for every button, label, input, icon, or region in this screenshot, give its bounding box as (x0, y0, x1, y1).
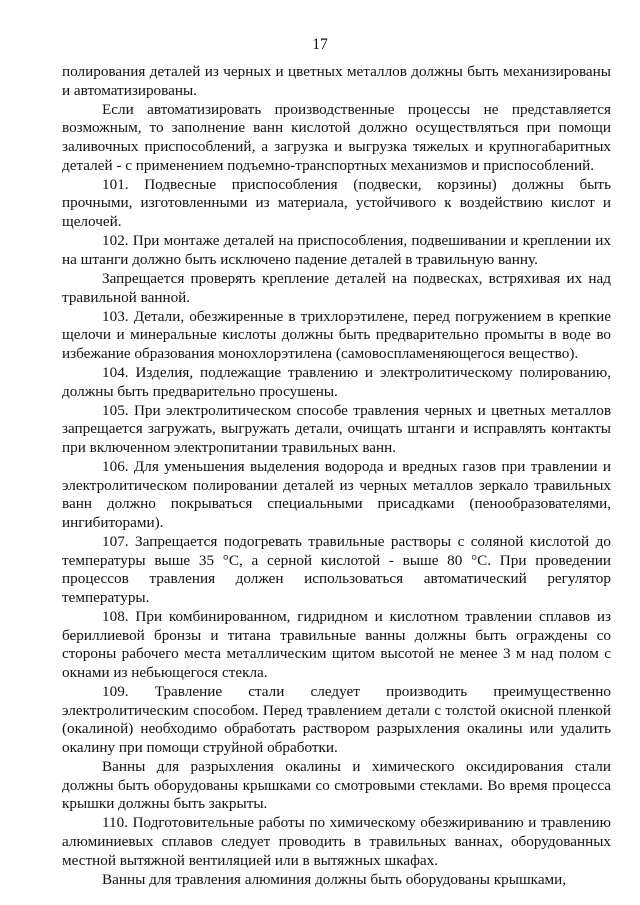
paragraph-106: 106. Для уменьшения выделения водорода и вредных газов при травлении и электролитическом полировании деталей из черных металлов зеркало травильных ванн должно покрываться специальными присадками (пенообразователями, ингибиторами). (62, 458, 611, 531)
paragraph-108: 108. При комбинированном, гидридном и кислотном травлении сплавов из бериллиевой бронзы и титана травильные ванны должны быть ограждены со стороны рабочего места металлическим щитом высотой не менее 3 м над полом с окнами из небьющегося стекла. (62, 608, 611, 681)
paragraph-104: 104. Изделия, подлежащие травлению и электролитическому полированию, должны быть предварительно просушены. (62, 364, 611, 400)
document-body (62, 63, 611, 889)
paragraph-110-note: Ванны для травления алюминия должны быть оборудованы крышками, (102, 870, 567, 888)
paragraph-automation-note: Если автоматизировать производственные процессы не представляется возможным, то заполнение ванн кислотой должно осуществляться при помощи заливочных приспособлений, а загрузка и выгрузка тяжелых и крупногабаритных деталей - с применением подъемно-транспортных механизмов и приспособлений. (62, 100, 611, 174)
paragraph-103: 103. Детали, обезжиренные в трихлорэтилене, перед погружением в крепкие щелочи и минеральные кислоты должны быть предварительно промыты в воде во избежание образования монохлорэтилена (самовоспламеняющегося вещество). (62, 307, 611, 362)
paragraph-continuation: полирования деталей из черных и цветных металлов должны быть механизированы и автоматизированы. (62, 63, 611, 99)
paragraph-110: 110. Подготовительные работы по химическому обезжириванию и травлению алюминиевых сплавов следует проводить в травильных ваннах, оборудованных местной вытяжной вентиляцией или в вытяжных шкафах. (62, 814, 611, 869)
paragraph-101: 101. Подвесные приспособления (подвески, корзины) должны быть прочными, изготовленными из материала, устойчивого к воздействию кислот и щелочей. (62, 175, 611, 230)
paragraph-102: 102. При монтаже деталей на приспособления, подвешивании и креплении их на штанги должно быть исключено падение деталей в травильную ванну. (62, 232, 611, 268)
paragraph-107: 107. Запрещается подогревать травильные растворы с соляной кислотой до температуры выше 35 °С, а серной кислотой - выше 80 °С. При проведении процессов травления должен использоваться автоматический регулятор температуры. (62, 533, 611, 606)
paragraph-105: 105. При электролитическом способе травления черных и цветных металлов запрещается загружать, выгружать детали, очищать штанги и исправлять контакты при включенном электропитании травильных ванн. (62, 401, 611, 457)
paragraph-109-note: Ванны для разрыхления окалины и химического оксидирования стали должны быть оборудованы крышками со смотровыми стеклами. Во время процесса крышки должны быть закрыты. (62, 758, 611, 813)
paragraph-109: 109. Травление стали следует производить преимущественно электролитическим способом. Перед травлением детали с толстой окисной пленкой (окалиной) необходимо обработать раствором разрыхления окалины или удалить окалину при помощи струйной обработки. (62, 683, 611, 756)
page-number: 17 (312, 36, 328, 53)
paragraph-102-note: Запрещается проверять крепление деталей на подвесках, встряхивая их над травильной ванной. (62, 269, 611, 306)
